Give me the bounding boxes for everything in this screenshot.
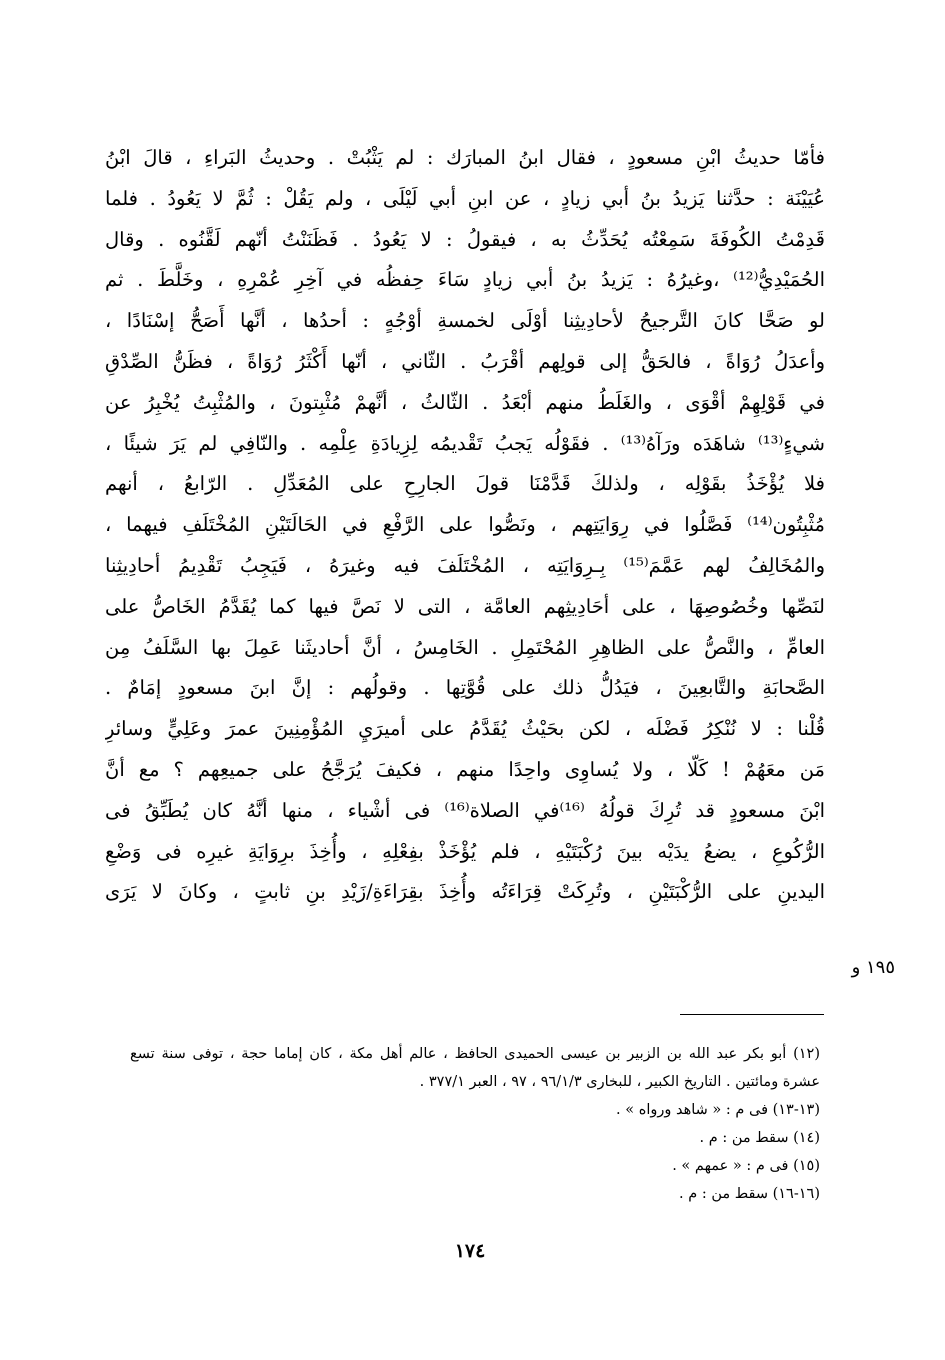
text-line: لو صَحَّا كانَ التَّرجيحُ لأحادِيثِنا أوْلَى لخمسةِ أوْجُهٍ : أحدُها ، أنَّها أَصَحُّ إسْنَادًا ، [105,309,825,333]
text-line: ابْنَ مسعودٍ قد تُرِكَ قولُهُ ⁽¹⁶⁾في الصلاة⁽¹⁶⁾ فى أشْياء ، منها أنَّهُ كان يُطَبِّقُ فى [105,798,825,822]
text-line: والمُخَالِفُ لهم عَمَّمَ⁽¹⁵⁾ بِـرِوَايَتِه ، المُخْتَلَفَ فيه وغيرَهُ ، فَيَجِبُ تَقْدِيمُ أحادِيثِنا [105,553,825,577]
footnote-line: (١٢) أبو بكر عبد الله بن الزبير بن عيسى الحميدى الحافظ ، عالم أهل مكة ، كان إماما حجة ، توفى سنة تسع [130,1046,820,1062]
text-line: شيءٍ⁽¹³⁾ شاهَدَه ورَآهُ⁽¹³⁾ . فقَوْلُه يَجبُ تَقْديمُه لِزِيادَةِ عِلْمِه . والنّافِي لم يَرَ شيئًا ، [105,431,825,455]
manuscript-folio-marker: ١٩٥ و [851,957,895,978]
text-line: قُلْنا : لا نُنْكِرُ فَضْلَه ، لكن بحَيْثُ يُقَدَّمُ على أميرَيِ المُؤْمِنِينَ عمرَ وعَلِيٍّ وسائرِ [105,717,825,741]
text-line: مُثْبِتُون⁽¹⁴⁾ فَصَّلُوا في رِوَايَتِهم ، ونَصُّوا على الرَّفْعِ في الحَالَتَيْنِ المُخْتَلَفِ فيهما ، [105,513,825,537]
text-line: الصَّحابَةِ والتَّابعِينَ ، فيَدُلُّ ذلك على قُوَّتِها . وقولُهم : إنَّ ابنَ مسعودٍ إمَامٌ . [105,676,825,700]
footnote-line: عشرة ومائتين . التاريخ الكبير ، للبخارى ٩٦/١/٣ ، ٩٧ ، العبر ٣٧٧/١ . [419,1074,820,1090]
text-line: لنَصِّها وخُصُوصِهَا ، على أحَادِيثِهم العامَّة ، التى لا نَصَّ فيها كما يُقَدَّمُ الخَاصُّ على [105,594,825,618]
footnote-line: (١٥) فى م : « عمهم » . [672,1158,820,1174]
text-line: في قَوْلِهِمْ أقْوَى ، والغَلَطُ منهم أبْعَدُ . الثّالثُ ، أنَّهمْ مُثْبِتونَ ، والمُثْبِتُ يُخْبِرُ عن [105,390,825,414]
footnotes [130,1040,820,1208]
text-line: اليدينِ على الرُّكْبَتَيْنِ ، وتُرِكَتْ قِرَاءَتُه وأُخِذَ بقِرَاءَةِ/زَيْدِ بنِ ثابتٍ ، وكانَ لا يَرَى [105,880,825,904]
footnote-line: (١٤) سقط من : م . [699,1130,820,1146]
text-line: قَدِمْتُ الكُوفَةَ سَمِعْتُه يُحَدِّثُ به ، فيقولُ : لا يَعُودُ . فَظَنَنْتُ أنّهم لَقَّنُوه . وقال [105,227,825,251]
text-line: الحُمَيْدِيُّ⁽¹²⁾ ،وغيرُهُ : يَزيدُ بنُ أبي زيادٍ سَاءَ حِفظُه في آخِرِ عُمْرِهِ ، وخَلَّطَ . ثم [105,268,825,292]
text-line: مَن معَهُمْ ! كَلّا ، ولا يُساوِى واحِدًا منهم ، فكيفَ يُرَجَّحُ على جميعِهم ؟ مع أنَّ [105,757,825,781]
text-line: وأعدَلُ رُوَاةً ، فالحَقُّ إلى قولِهم أقْرَبُ . الثّاني ، أنّها أَكْثَرُ رُوَاةً ، فظَنُّ الصِّدْقِ [105,349,825,373]
text-line: فأمّا حديثُ ابْنِ مسعودٍ ، فقال ابنُ المبارَك : لم يَثْبُتْ . وحديثُ البَراءِ ، قالَ ابْنُ [105,146,825,169]
text-line: الرُّكُوعِ ، يضعُ يدَيْه بينَ رُكْبَتَيْهِ ، فلم يُؤْخَذْ بفِعْلِهِ ، وأُخِذَ برِوَايَةِ غيرِه فى وَضْعِ [105,839,825,863]
page-number: ١٧٤ [454,1240,486,1262]
main-text [105,138,825,913]
footnote-line: (١٦-١٦) سقط من : م . [679,1186,820,1202]
text-line: العامِّ ، والنَّصُّ على الظاهِرِ المُحْتَمِلِ . الخَامِسُ ، أنَّ أحاديثَنا عَمِلَ بها السَّلَفُ مِن [105,635,825,659]
text-line: عُيَيْنَة : حدَّثنا يَزيدُ بنُ أبي زيادٍ ، عن ابنِ أبي لَيْلَى ، ولم يَقُلْ : ثُمَّ لا يَعُودُ . فلما [105,186,825,210]
text-line: فلا يُؤْخَذُ بقَوْلِه ، ولذلكَ قَدَّمْنَا قولَ الجارِحِ على المُعَدِّلِ . الرّابعُ ، أنهم [105,472,825,496]
footnote-line: (١٣-١٣) فى م : « شاهد ورواه » . [616,1102,820,1118]
footnote-separator [680,1014,824,1015]
